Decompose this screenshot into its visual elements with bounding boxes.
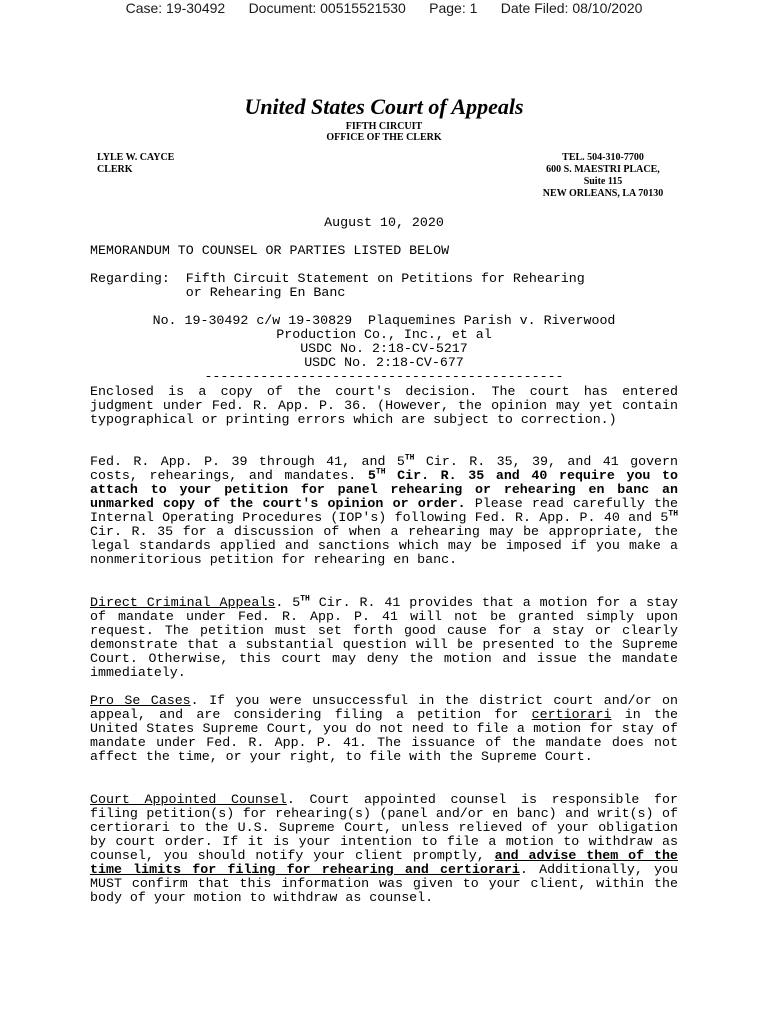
superscript: TH [300,594,310,604]
superscript: TH [375,467,386,477]
criminal-text-b: Cir. R. 41 provides that a motion for a stay of mandate under Fed. R. App. P. 41 will not be granted simply upon request. The petition must set forth good cause for a stay or clearly demonstrate that a substantial question will be presented to the Supreme Court. Otherwise, this court may deny the motion and issue the mandate immediately. [90,595,679,680]
separator-rule: --------------------------------------------- [204,369,564,384]
rules-bold-b: Cir. R. 35 and 40 require you to attach to your petition for panel rehearing or rehearing en banc an unmarked copy of the court's opinion or order. [90,468,678,511]
rules-text-d: Cir. R. 35 for a discussion of when a rehearing may be appropriate, the legal standards applied and sanctions which may be imposed if you make a nonmeritorious petition for rehearing en banc. [90,524,678,567]
pro-se-text-a: . If you were unsuccessful in the district court and/or on appeal, and are considering filing a petition for [90,693,678,722]
date-filed: Date Filed: 08/10/2020 [500,0,643,16]
memo-heading: MEMORANDUM TO COUNSEL OR PARTIES LISTED BELOW [90,243,450,258]
paragraph-appointed-counsel [90,793,678,905]
counsel-bold-text: and advise them of the time limits for filing for rehearing and certiorari [90,848,678,877]
case-line-4: USDC No. 2:18-CV-677 [304,355,464,370]
rules-text-b: Cir. R. 35, 39, and 41 govern costs, rehearings, and mandates. [90,454,678,483]
paragraph-criminal-appeals [90,596,678,680]
regarding-line-1: Fifth Circuit Statement on Petitions for Rehearing [185,271,585,286]
office-name: OFFICE OF THE CLERK [326,132,442,143]
paragraph-pro-se [90,694,678,764]
document-number: Document: 00515521530 [248,0,406,16]
page-number: Page: 1 [429,0,478,16]
section-heading: Direct Criminal Appeals [90,595,276,610]
counsel-text-b: . Additionally, you MUST confirm that this information was given to your client, within the body of your motion to withdraw as counsel. [90,862,679,905]
case-line-1: No. 19-30492 c/w 19-30829 Plaquemines Parish v. Riverwood [152,313,616,328]
rules-text-c: Please read carefully the Internal Operating Procedures (IOP's) following Fed. R. App. P. 40 and 5 [90,496,678,525]
paragraph-decision [90,385,678,427]
letter-date: August 10, 2020 [324,215,444,230]
regarding-line-2: or Rehearing En Banc [185,285,346,300]
phone: TEL. 504-310-7700 [562,152,644,163]
paragraph-rules [90,455,678,567]
certiorari-term: certiorari [531,707,612,722]
clerk-block [97,152,174,176]
circuit-name: FIFTH CIRCUIT [345,121,423,132]
clerk-title: CLERK [97,164,133,175]
court-title: United States Court of Appeals [244,94,524,119]
address-line-2: Suite 115 [583,176,623,187]
regarding-label: Regarding: [90,271,170,286]
counsel-text-a: . Court appointed counsel is responsible for filing petition(s) for rehearing(s) (panel and/or en banc) and writ(s) of certiorari to the U.S. Supreme Court, unless relieved of your obligation by court order. If it is your intention to file a motion to withdraw as counsel, you should notify your client promptly, [90,792,678,863]
decision-text: Enclosed is a copy of the court's decision. The court has entered judgment under Fed. R. App. P. 36. (However, the opinion may yet contain typographical or printing errors which are subject to correction.) [90,384,678,427]
section-heading: Court Appointed Counsel [90,792,287,807]
pro-se-text-b: in the United States Supreme Court, you do not need to file a motion for stay of mandate under Fed. R. App. P. 41. The issuance of the mandate does not affect the time, or your right, to file with the Supreme Court. [90,707,678,764]
rules-bold-a: 5 [367,468,376,483]
case-line-2: Production Co., Inc., et al [276,327,492,342]
regarding-block [90,272,585,300]
superscript: TH [404,453,415,463]
case-number: Case: 19-30492 [125,0,226,16]
rules-text-a: Fed. R. App. P. 39 through 41, and 5 [90,454,405,469]
case-info [0,314,768,384]
address-line-3: NEW ORLEANS, LA 70130 [542,188,664,199]
filing-header [0,0,768,17]
contact-block [528,152,678,200]
criminal-text-a: . 5 [275,595,301,610]
superscript: TH [668,509,678,519]
section-heading: Pro Se Cases [90,693,191,708]
case-line-3: USDC No. 2:18-CV-5217 [300,341,468,356]
clerk-name: LYLE W. CAYCE [97,152,175,163]
address-line-1: 600 S. MAESTRI PLACE, [546,164,660,175]
